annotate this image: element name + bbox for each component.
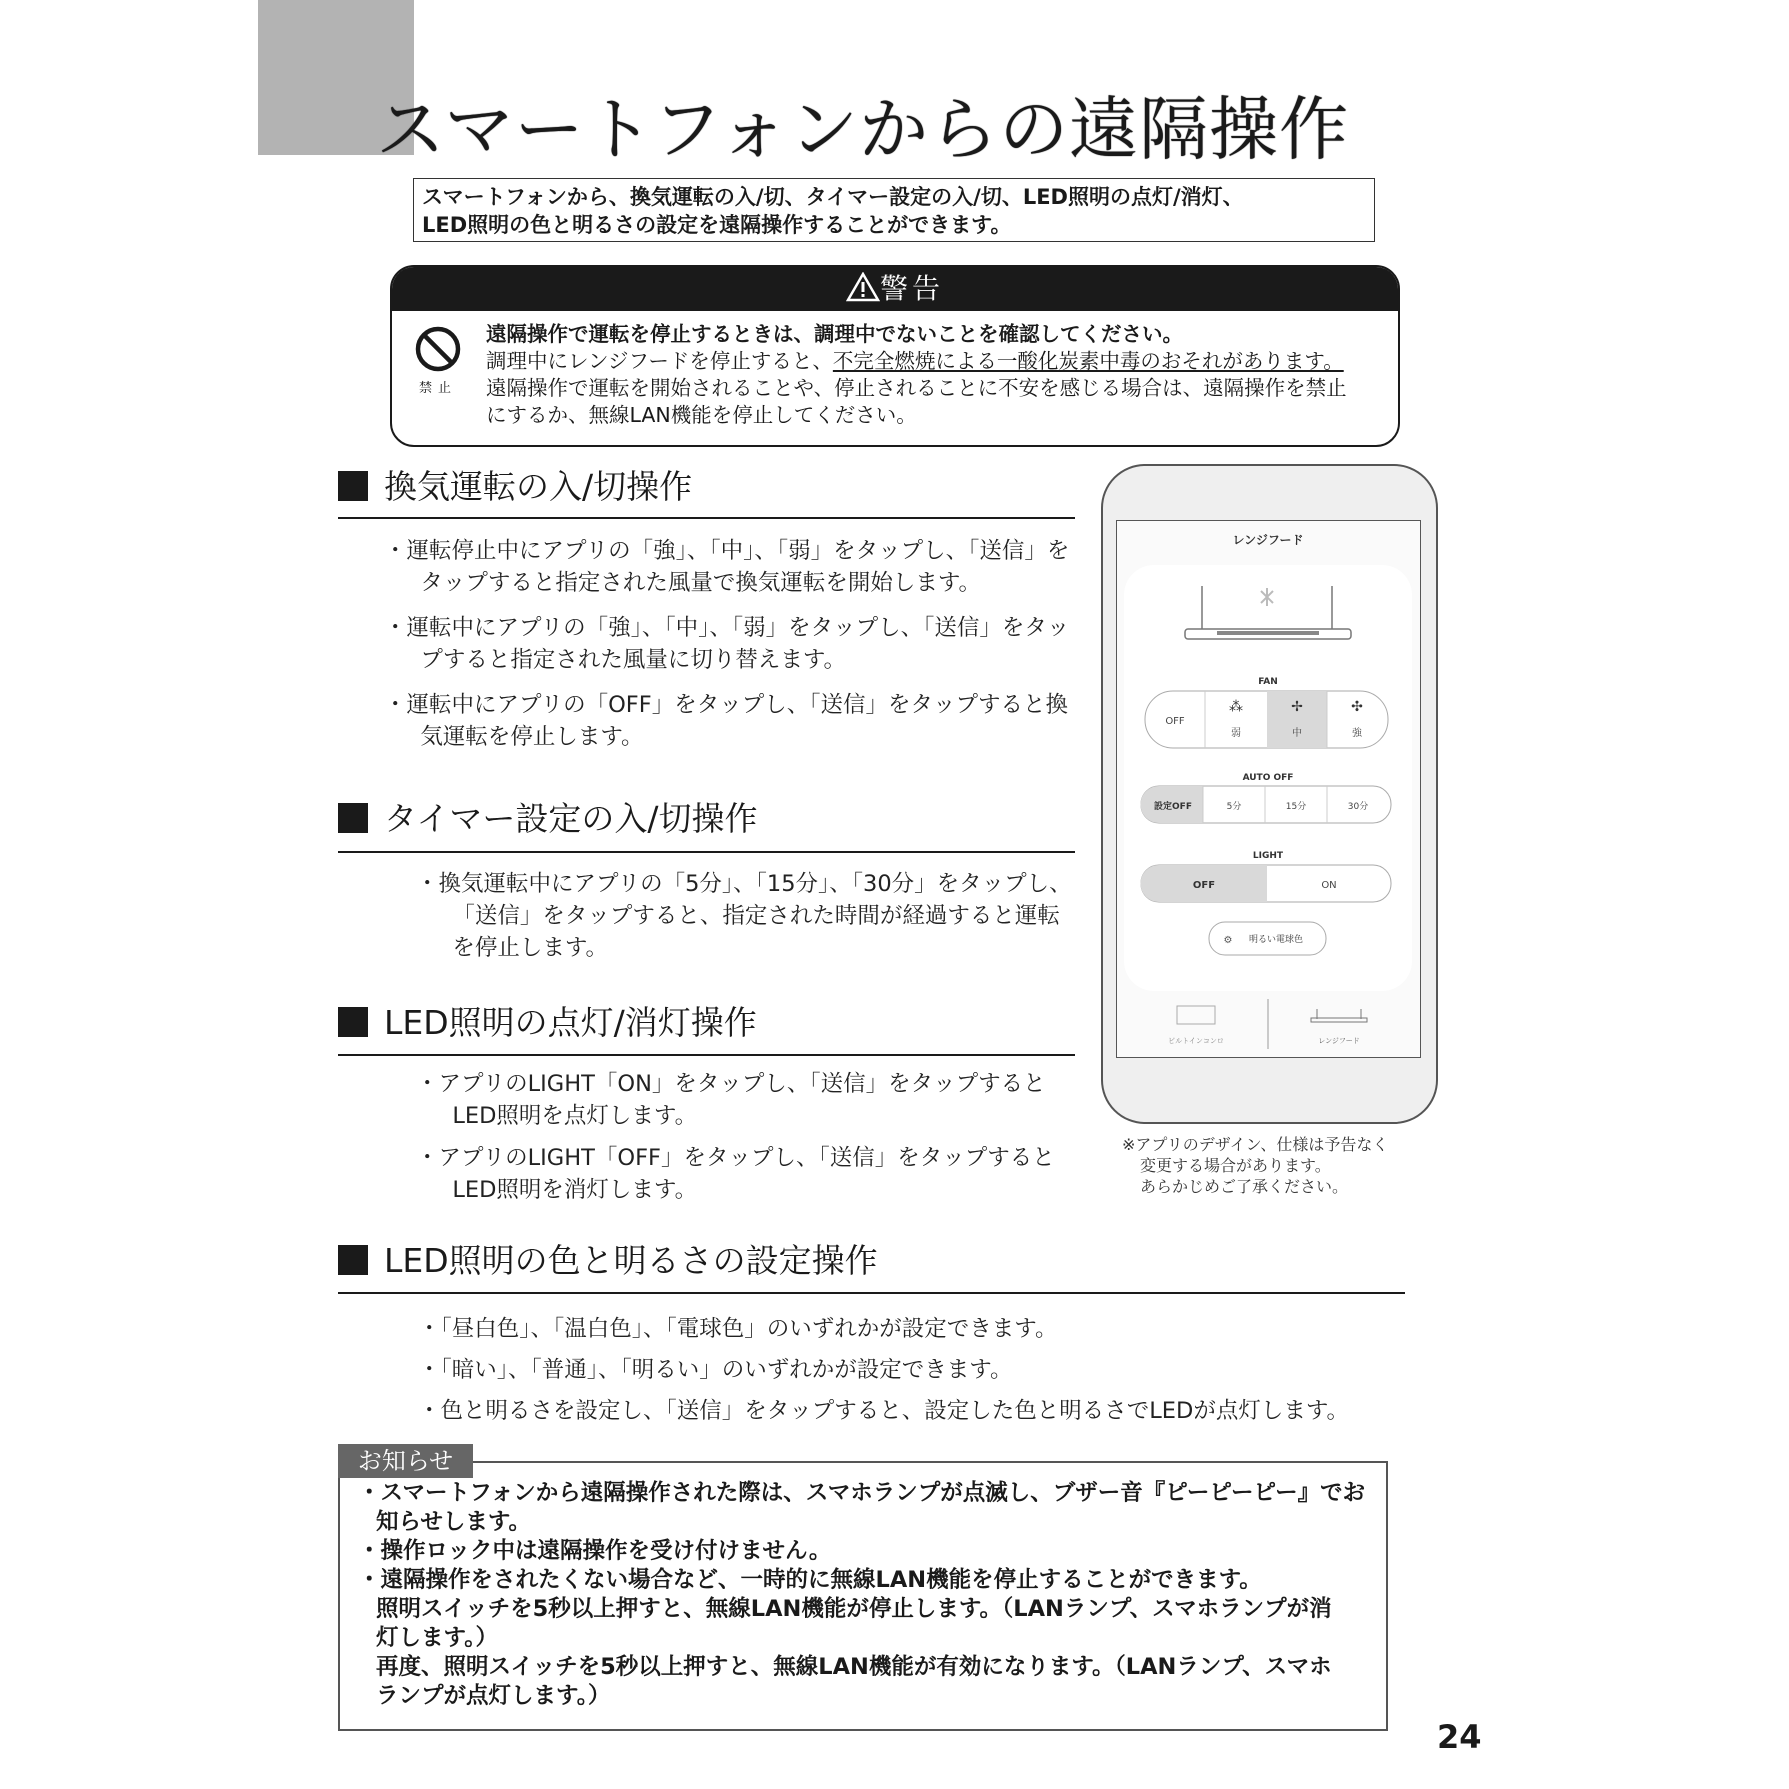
- prohibit-icon: [414, 325, 462, 373]
- app-screen: [1116, 520, 1421, 1058]
- section-fan-title: 換気運転の入/切操作: [384, 467, 693, 506]
- square-bullet-icon: [338, 803, 368, 833]
- warning-line-4: にするか、無線LAN機能を停止してください。: [486, 403, 917, 427]
- warning-line-2-text: 調理中にレンジフードを停止すると、: [486, 349, 833, 373]
- list-item: ・「昼白色」、「温白色」、「電球色」のいずれかが設定できます。: [418, 1316, 1058, 1342]
- timer-15-button[interactable]: 15分: [1285, 802, 1307, 812]
- section-timer-heading: [338, 793, 757, 840]
- square-bullet-icon: [338, 471, 368, 501]
- fan-mid-label: 中: [1292, 728, 1302, 739]
- gear-icon: ⚙: [1223, 935, 1233, 946]
- notice-line: ・スマートフォンから遠隔操作された際は、スマホランプが点滅し、ブザー音『ピーピーピー』でお: [358, 1480, 1366, 1506]
- notice-line: ランプが点灯します。）: [376, 1683, 611, 1709]
- section-color-rule: [338, 1292, 1405, 1294]
- list-item: ・換気運転中にアプリの「5分」、「15分」、「30分」をタップし、 「送信」をタップすると、指定された時間が経過すると運転 を停止します。: [416, 871, 1072, 961]
- list-item: ・運転停止中にアプリの「強」、「中」、「弱」をタップし、「送信」を タップすると指定された風量で換気運転を開始します。: [384, 538, 1070, 596]
- section-timer-list: [416, 868, 1086, 964]
- intro-box: [413, 178, 1375, 242]
- section-color-heading: [338, 1235, 878, 1282]
- warning-body: [486, 321, 1380, 429]
- list-item: ・運転中にアプリの「強」、「中」、「弱」をタップし、「送信」をタッ プすると指定された風量に切り替えます。: [384, 615, 1070, 673]
- list-item: ・「暗い」、「普通」、「明るい」のいずれかが設定できます。: [418, 1357, 1013, 1383]
- notice-line: ・操作ロック中は遠隔操作を受け付けません。: [358, 1538, 832, 1564]
- prohibit-label: 禁止: [418, 381, 457, 396]
- stove-icon: [1177, 1006, 1215, 1024]
- app-title: レンジフード: [1232, 533, 1304, 547]
- timer-5-button[interactable]: 5分: [1226, 802, 1242, 812]
- list-item: ・色と明るさを設定し、「送信」をタップすると、設定した色と明るさでLEDが点灯します。: [418, 1398, 1350, 1424]
- list-item: ・運転中にアプリの「OFF」をタップし、「送信」をタップすると換 気運転を停止します。: [384, 692, 1068, 750]
- section-led-rule: [338, 1054, 1075, 1056]
- light-label: LIGHT: [1252, 851, 1284, 861]
- app-disclaimer-line: 変更する場合があります。: [1140, 1156, 1331, 1175]
- notice-line: 灯します。）: [376, 1625, 498, 1651]
- notice-line: 照明スイッチを5秒以上押すと、無線LAN機能が停止します。（LANランプ、スマホランプが消: [376, 1596, 1332, 1622]
- intro-line-1: スマートフォンから、換気運転の入/切、タイマー設定の入/切、LED照明の点灯/消灯、: [422, 185, 1244, 209]
- hood-light-bar: [1217, 631, 1319, 635]
- tab-stove[interactable]: ビルトインコンロ: [1168, 1037, 1224, 1045]
- app-disclaimer-line: あらかじめご了承ください。: [1140, 1177, 1349, 1196]
- section-fan-rule: [338, 517, 1075, 519]
- fan-low-icon: ⁂: [1229, 699, 1243, 715]
- tab-hood[interactable]: レンジフード: [1318, 1037, 1360, 1045]
- color-preset-label: 明るい電球色: [1248, 935, 1304, 945]
- intro-line-2: LED照明の色と明るさの設定を遠隔操作することができます。: [422, 213, 1012, 237]
- warning-triangle-icon: [846, 272, 880, 302]
- warning-header: [392, 267, 1398, 311]
- hood-tab-icon: [1311, 1018, 1367, 1022]
- page-title: スマートフォンからの遠隔操作: [376, 90, 1350, 170]
- fan-high-button[interactable]: 強: [1352, 728, 1362, 739]
- timer-off-button[interactable]: 設定OFF: [1154, 802, 1192, 812]
- list-item: ・アプリのLIGHT「OFF」をタップし、「送信」をタップすると LED照明を消灯します。: [416, 1145, 1055, 1203]
- section-fan-list: [384, 535, 1084, 753]
- warning-box: [390, 265, 1400, 447]
- notice-line: ・遠隔操作をされたくない場合など、一時的に無線LAN機能を停止することができます。: [358, 1567, 1262, 1593]
- section-fan-heading: [338, 461, 692, 508]
- section-timer-title: タイマー設定の入/切操作: [384, 799, 758, 838]
- notice-box: [338, 1461, 1388, 1731]
- warning-line-2-underlined: 不完全燃焼による一酸化炭素中毒のおそれがあります。: [832, 349, 1344, 373]
- notice-line: 再度、照明スイッチを5秒以上押すと、無線LAN機能が有効になります。（LANランプ、スマホ: [376, 1654, 1332, 1680]
- warning-line-3: 遠隔操作で運転を開始されることや、停止されることに不安を感じる場合は、遠隔操作を禁止: [486, 376, 1347, 400]
- section-led-title: LED照明の点灯/消灯操作: [384, 1003, 757, 1042]
- light-on-button[interactable]: ON: [1321, 880, 1337, 891]
- app-disclaimer-line: ※アプリのデザイン、仕様は予告なく: [1122, 1135, 1389, 1154]
- notice-line: 知らせします。: [376, 1509, 532, 1535]
- auto-off-label: AUTO OFF: [1242, 773, 1294, 783]
- light-off-button[interactable]: OFF: [1192, 880, 1216, 891]
- square-bullet-icon: [338, 1007, 368, 1037]
- fan-label: FAN: [1258, 677, 1278, 687]
- section-timer-rule: [338, 851, 1075, 853]
- fan-high-icon: ✣: [1351, 699, 1363, 715]
- notice-tab: お知らせ: [338, 1444, 473, 1478]
- section-led-list: [416, 1068, 1086, 1206]
- fan-low-button[interactable]: 弱: [1231, 728, 1241, 739]
- warning-line-2: [486, 348, 1380, 375]
- warning-heading: 警告: [879, 272, 944, 305]
- fan-off-button[interactable]: OFF: [1165, 716, 1185, 727]
- page-number: 24: [1437, 1718, 1482, 1756]
- prohibit-mark: [412, 325, 464, 396]
- section-led-heading: [338, 997, 757, 1044]
- app-disclaimer: [1122, 1134, 1388, 1197]
- list-item: ・アプリのLIGHT「ON」をタップし、「送信」をタップすると LED照明を点灯します。: [416, 1071, 1046, 1129]
- square-bullet-icon: [338, 1245, 368, 1275]
- section-color-title: LED照明の色と明るさの設定操作: [384, 1241, 878, 1280]
- warning-bold-line: 遠隔操作で運転を停止するときは、調理中でないことを確認してください。: [486, 322, 1183, 346]
- timer-30-button[interactable]: 30分: [1347, 802, 1369, 812]
- fan-mid-icon: ✢: [1291, 699, 1303, 715]
- section-color-list: [418, 1309, 1398, 1432]
